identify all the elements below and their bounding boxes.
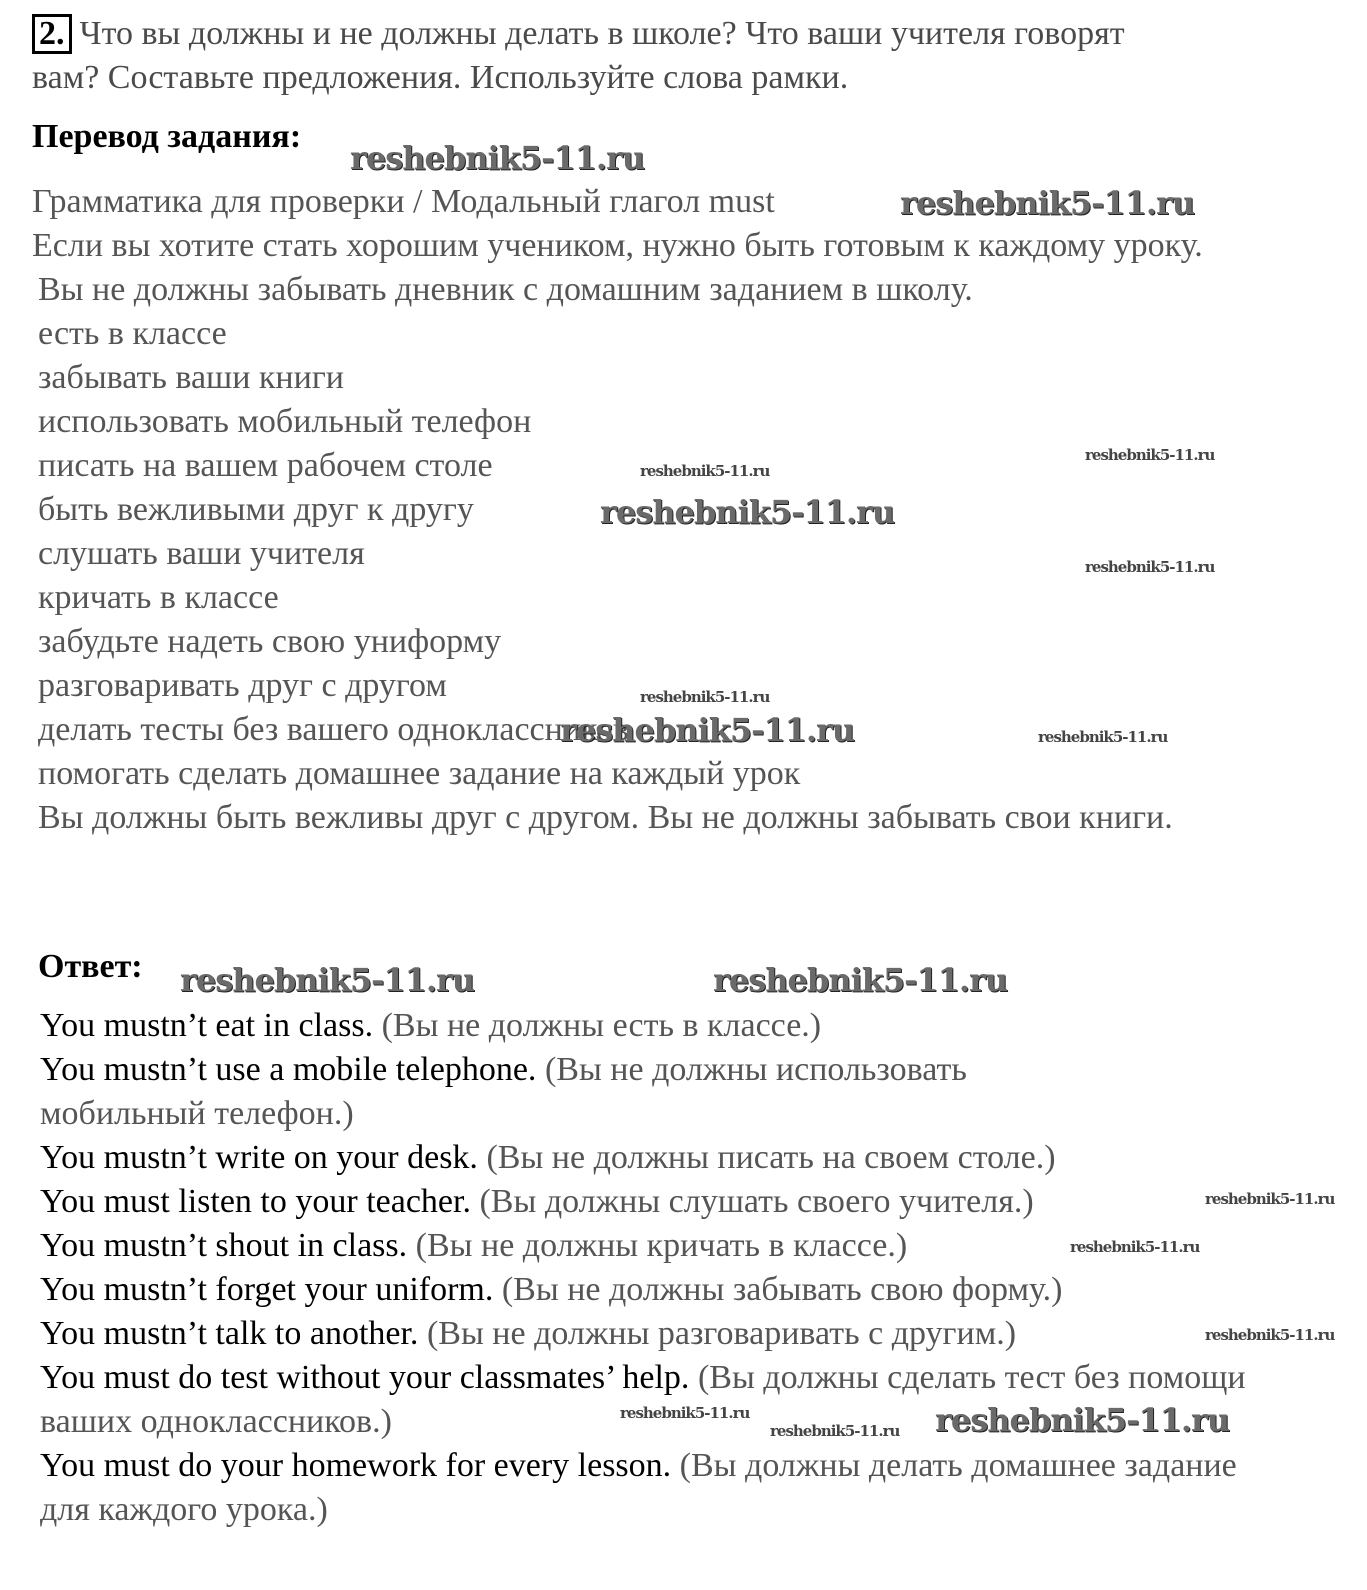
watermark: reshebnik5-11.ru bbox=[640, 688, 770, 706]
watermark: reshebnik5-11.ru bbox=[713, 961, 1008, 999]
answer-item: You must do your homework for every lesson. (Вы должны делать домашнее задание для каждого урока.) bbox=[40, 1447, 1237, 1528]
watermark: reshebnik5-11.ru bbox=[900, 184, 1195, 222]
answer-list bbox=[40, 1004, 1280, 1532]
watermark: reshebnik5-11.ru bbox=[640, 462, 770, 480]
watermark: reshebnik5-11.ru bbox=[180, 961, 475, 999]
translation-line: писать на вашем рабочем столе bbox=[38, 447, 493, 484]
task-statement bbox=[32, 12, 1192, 100]
translation-line: быть вежливыми друг к другу bbox=[38, 491, 474, 528]
translation-line: Грамматика для проверки / Модальный глагол must bbox=[32, 183, 775, 220]
translation-line: есть в классе bbox=[38, 315, 227, 352]
answer-item: You mustn’t talk to another. (Вы не должны разговаривать с другим.) bbox=[40, 1315, 1017, 1352]
watermark: reshebnik5-11.ru bbox=[1205, 1326, 1335, 1344]
watermark: reshebnik5-11.ru bbox=[935, 1401, 1230, 1439]
translation-line: слушать ваши учителя bbox=[38, 535, 365, 572]
answer-item: You mustn’t eat in class. (Вы не должны есть в классе.) bbox=[40, 1007, 822, 1044]
translation-line: использовать мобильный телефон bbox=[38, 403, 532, 440]
watermark: reshebnik5-11.ru bbox=[1038, 728, 1168, 746]
answer-heading: Ответ: bbox=[38, 948, 143, 985]
watermark: reshebnik5-11.ru bbox=[1205, 1190, 1335, 1208]
answer-item: You must do test without your classmates’ help. (Вы должны сделать тест без помощи ваших одноклассников.) bbox=[40, 1359, 1246, 1440]
watermark: reshebnik5-11.ru bbox=[770, 1422, 900, 1440]
answer-item: You mustn’t write on your desk. (Вы не должны писать на своем столе.) bbox=[40, 1139, 1056, 1176]
task-number: 2. bbox=[32, 14, 72, 54]
watermark: reshebnik5-11.ru bbox=[1085, 558, 1215, 576]
watermark: reshebnik5-11.ru bbox=[600, 493, 895, 531]
answer-item: You mustn’t use a mobile telephone. (Вы не должны использовать мобильный телефон.) bbox=[40, 1051, 967, 1132]
translation-line: разговаривать друг с другом bbox=[38, 667, 447, 704]
translation-line: Вы должны быть вежливы друг с другом. Вы не должны забывать свои книги. bbox=[38, 799, 1173, 836]
answer-item: You mustn’t shout in class. (Вы не должны кричать в классе.) bbox=[40, 1227, 908, 1264]
translation-heading: Перевод задания: bbox=[32, 118, 302, 155]
translation-line: помогать сделать домашнее задание на каждый урок bbox=[38, 755, 801, 792]
translation-line: забывать ваши книги bbox=[38, 359, 344, 396]
watermark: reshebnik5-11.ru bbox=[1070, 1238, 1200, 1256]
answer-item: You must listen to your teacher. (Вы должны слушать своего учителя.) bbox=[40, 1183, 1034, 1220]
task-text: Что вы должны и не должны делать в школе? Что ваши учителя говорят вам? Составьте предложения. Используйте слова рамки. bbox=[32, 15, 1125, 96]
translation-line: Вы не должны забывать дневник с домашним заданием в школу. bbox=[38, 271, 973, 308]
translation-line: Если вы хотите стать хорошим учеником, нужно быть готовым к каждому уроку. bbox=[32, 227, 1203, 264]
watermark: reshebnik5-11.ru bbox=[350, 139, 645, 177]
watermark: reshebnik5-11.ru bbox=[560, 711, 855, 749]
translation-line: делать тесты без вашего одноклассников bbox=[38, 711, 629, 748]
watermark: reshebnik5-11.ru bbox=[620, 1404, 750, 1422]
watermark: reshebnik5-11.ru bbox=[1085, 446, 1215, 464]
translation-line: кричать в классе bbox=[38, 579, 279, 616]
answer-item: You mustn’t forget your uniform. (Вы не должны забывать свою форму.) bbox=[40, 1271, 1063, 1308]
translation-line: забудьте надеть свою униформу bbox=[38, 623, 502, 660]
